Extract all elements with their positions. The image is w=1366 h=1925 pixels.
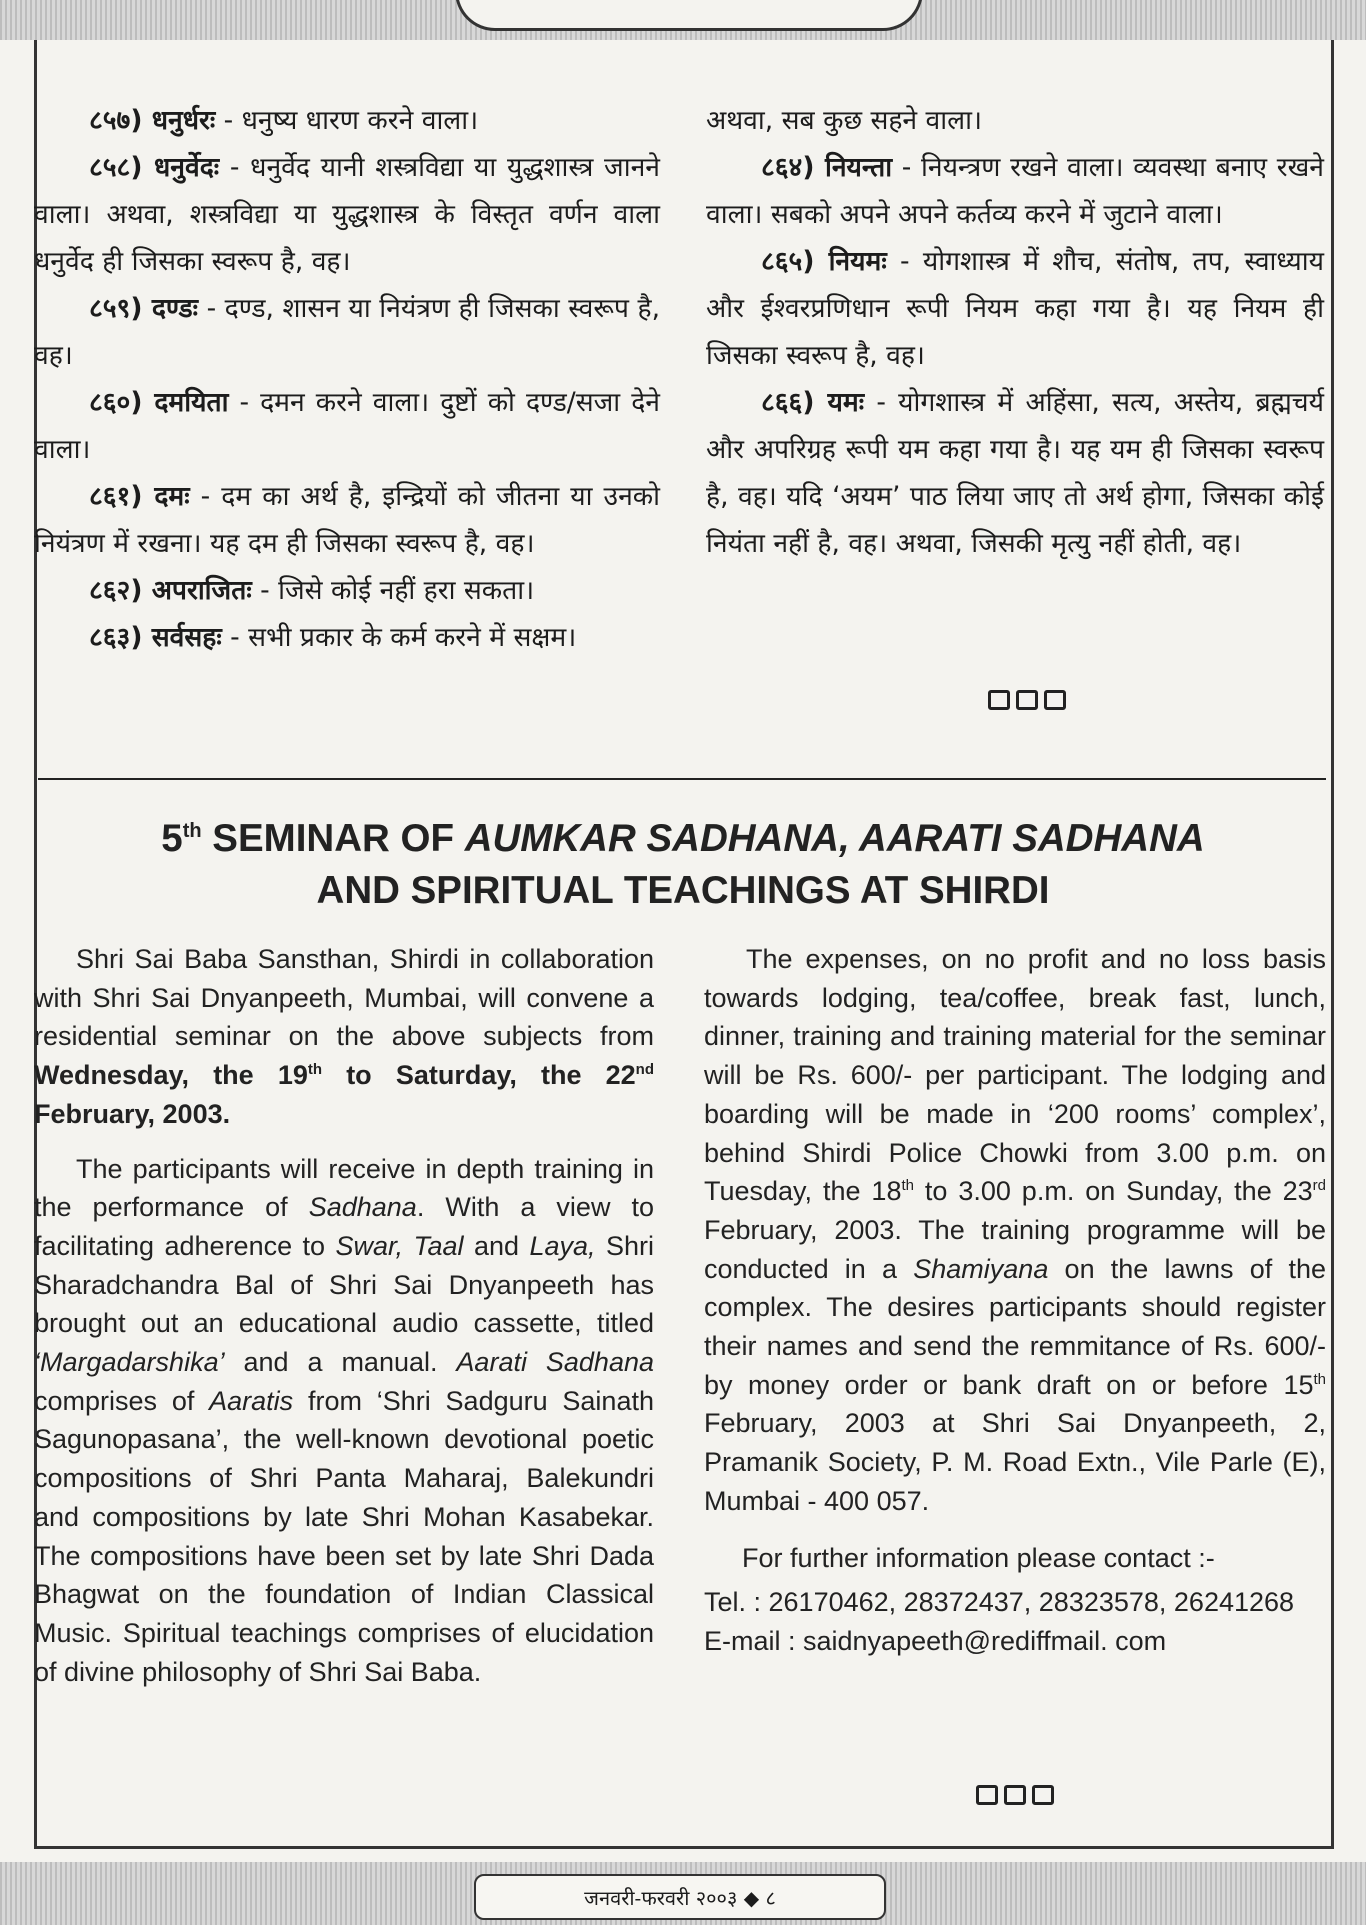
- hindi-entry: [706, 379, 1324, 567]
- end-square: [1016, 690, 1038, 710]
- hindi-right-column: [706, 97, 1324, 567]
- entry-number: ८६३): [89, 622, 152, 653]
- entry-number: ८६४): [761, 152, 825, 183]
- entry-term: दण्डः: [151, 293, 199, 324]
- article-paragraph-3: The expenses, on no profit and no loss basis towards lodging, tea/coffee, break fast, lunch, dinner, training and training material for the seminar will be Rs. 600/- per participant. The lodging and boarding will be made in ‘200 rooms’ complex’, behind Shirdi Police Chowki from 3.00 p.m. on Tuesday, the 18th to 3.00 p.m. on Sunday, the 23rd February, 2003. The training programme will be conducted in a Shamiyana on the lawns of the complex. The desires participants should register their names and send the remmitance of Rs. 600/- by money order or bank draft on or before 15th February, 2003 at Shri Sai Dnyanpeeth, 2, Pramanik Society, P. M. Road Extn., Vile Parle (E), Mumbai - 400 057.: [704, 944, 1327, 1516]
- entry-term: अपराजितः: [151, 575, 252, 606]
- entry-number: ८५८): [89, 152, 154, 183]
- entry-meaning: - दम का अर्थ है, इन्द्रियों को जीतना या उनको नियंत्रण में रखना। यह दम ही जिसका स्वरूप है, वह।: [34, 481, 660, 559]
- page-footer: [474, 1874, 886, 1920]
- section-divider: [38, 778, 1326, 780]
- article-paragraph-2: The participants will receive in depth training in the performance of Sadhana. With a view to facilitating adherence to Swar, Taal and Laya, Shri Sharadchandra Bal of Shri Sai Dnyanpeeth has brought out an educational audio cassette, titled ‘Margadarshika’ and a manual. Aarati Sadhana comprises of Aaratis from ‘Shri Sadguru Sainath Sagunopasana’, the well-known devotional poetic compositions of Shri Panta Maharaj, Balekundri and compositions by late Shri Mohan Kasabekar. The compositions have been set by late Shri Dada Bhagwat on the foundation of Indian Classical Music. Spiritual teachings comprises of elucidation of divine philosophy of Shri Sai Baba.: [34, 1153, 654, 1687]
- entry-meaning: - सभी प्रकार के कर्म करने में सक्षम।: [221, 622, 577, 653]
- entry-meaning: - योगशास्त्र में अहिंसा, सत्य, अस्तेय, ब्रह्मचर्य और अपरिग्रह रूपी यम कहा गया है। यह यम ही जिसका स्वरूप है, वह। यदि ‘अयम’ पाठ लिया जाए तो अर्थ होगा, जिसका कोई नियंता नहीं है, वह। अथवा, जिसकी मृत्यु नहीं होती, वह।: [706, 387, 1324, 559]
- article-paragraph-1: Shri Sai Baba Sansthan, Shirdi in collaboration with Shri Sai Dnyanpeeth, Mumbai, will convene a residential seminar on the above subjects from Wednesday, the 19th to Saturday, the 22nd February, 2003.: [34, 944, 654, 1129]
- entry-meaning: - धनुष्य धारण करने वाला।: [215, 105, 479, 136]
- article-left-column: [34, 940, 654, 1691]
- hindi-entry: [34, 97, 660, 144]
- entry-meaning: - नियन्त्रण रखने वाला। व्यवस्था बनाए रखने वाला। सबको अपने अपने कर्तव्य करने में जुटाने वाला।: [706, 152, 1324, 230]
- entry-meaning: - योगशास्त्र में शौच, संतोष, तप, स्वाध्याय और ईश्वरप्रणिधान रूपी नियम कहा गया है। यह नियम ही जिसका स्वरूप है, वह।: [706, 246, 1324, 371]
- article-right-column: [704, 940, 1326, 1661]
- hindi-entry: [706, 144, 1324, 238]
- entry-meaning: - दमन करने वाला। दुष्टों को दण्ड/सजा देने वाला।: [34, 387, 660, 465]
- title-line-2: AND SPIRITUAL TEACHINGS AT SHIRDI: [316, 868, 1050, 912]
- hindi-entry: [34, 614, 660, 661]
- hindi-entry: [34, 144, 660, 285]
- entry-term: दमयिता: [154, 387, 229, 418]
- hindi-continuation: अथवा, सब कुछ सहने वाला।: [706, 105, 983, 136]
- entry-meaning: - जिसे कोई नहीं हरा सकता।: [251, 575, 535, 606]
- entry-number: ८६०): [89, 387, 155, 418]
- end-marks-top: [988, 690, 1066, 710]
- entry-term: दमः: [154, 481, 190, 512]
- entry-term: सर्वसहः: [151, 622, 222, 653]
- hindi-entry: [34, 567, 660, 614]
- entry-meaning: - धनुर्वेद यानी शस्त्रविद्या या युद्धशास्त्र जानने वाला। अथवा, शस्त्रविद्या या युद्धशास्त्र के विस्तृत वर्णन वाला धनुर्वेद ही जिसका स्वरूप है, वह।: [34, 152, 661, 277]
- hindi-entry: [34, 473, 660, 567]
- entry-term: नियन्ता: [824, 152, 893, 183]
- contact-email[interactable]: E-mail : saidnyapeeth@rediffmail. com: [704, 1625, 1167, 1656]
- hindi-entry: [34, 379, 660, 473]
- entry-number: ८६२): [89, 575, 152, 606]
- hindi-entry: [706, 238, 1324, 379]
- entry-number: ८५९): [89, 293, 152, 324]
- header-tab: [455, 0, 923, 31]
- entry-term: यमः: [827, 387, 865, 418]
- entry-term: धनुर्धरः: [151, 105, 216, 136]
- hindi-entry: [34, 285, 660, 379]
- end-square: [1004, 1785, 1026, 1805]
- contact-block: [704, 1539, 1326, 1661]
- entry-term: नियमः: [828, 246, 887, 277]
- end-square: [976, 1785, 998, 1805]
- entry-number: ८५७): [89, 105, 152, 136]
- end-marks-bottom: [976, 1785, 1054, 1805]
- contact-telephone: Tel. : 26170462, 28372437, 28323578, 26241268: [704, 1587, 1295, 1618]
- hindi-left-column: [34, 97, 660, 661]
- footer-date-page: जनवरी-फरवरी २००३ ◆ ८: [584, 1885, 776, 1910]
- entry-number: ८६६): [761, 387, 828, 418]
- contact-intro: For further information please contact :-: [742, 1542, 1215, 1573]
- end-square: [1032, 1785, 1054, 1805]
- entry-number: ८६१): [89, 481, 155, 512]
- article-title: [40, 805, 1326, 917]
- entry-meaning: - दण्ड, शासन या नियंत्रण ही जिसका स्वरूप है, वह।: [34, 293, 660, 371]
- end-square: [1044, 690, 1066, 710]
- entry-term: धनुर्वेदः: [153, 152, 220, 183]
- entry-number: ८६५): [761, 246, 829, 277]
- title-line-1: 5th SEMINAR OF AUMKAR SADHANA, AARATI SADHANA: [161, 816, 1205, 860]
- end-square: [988, 690, 1010, 710]
